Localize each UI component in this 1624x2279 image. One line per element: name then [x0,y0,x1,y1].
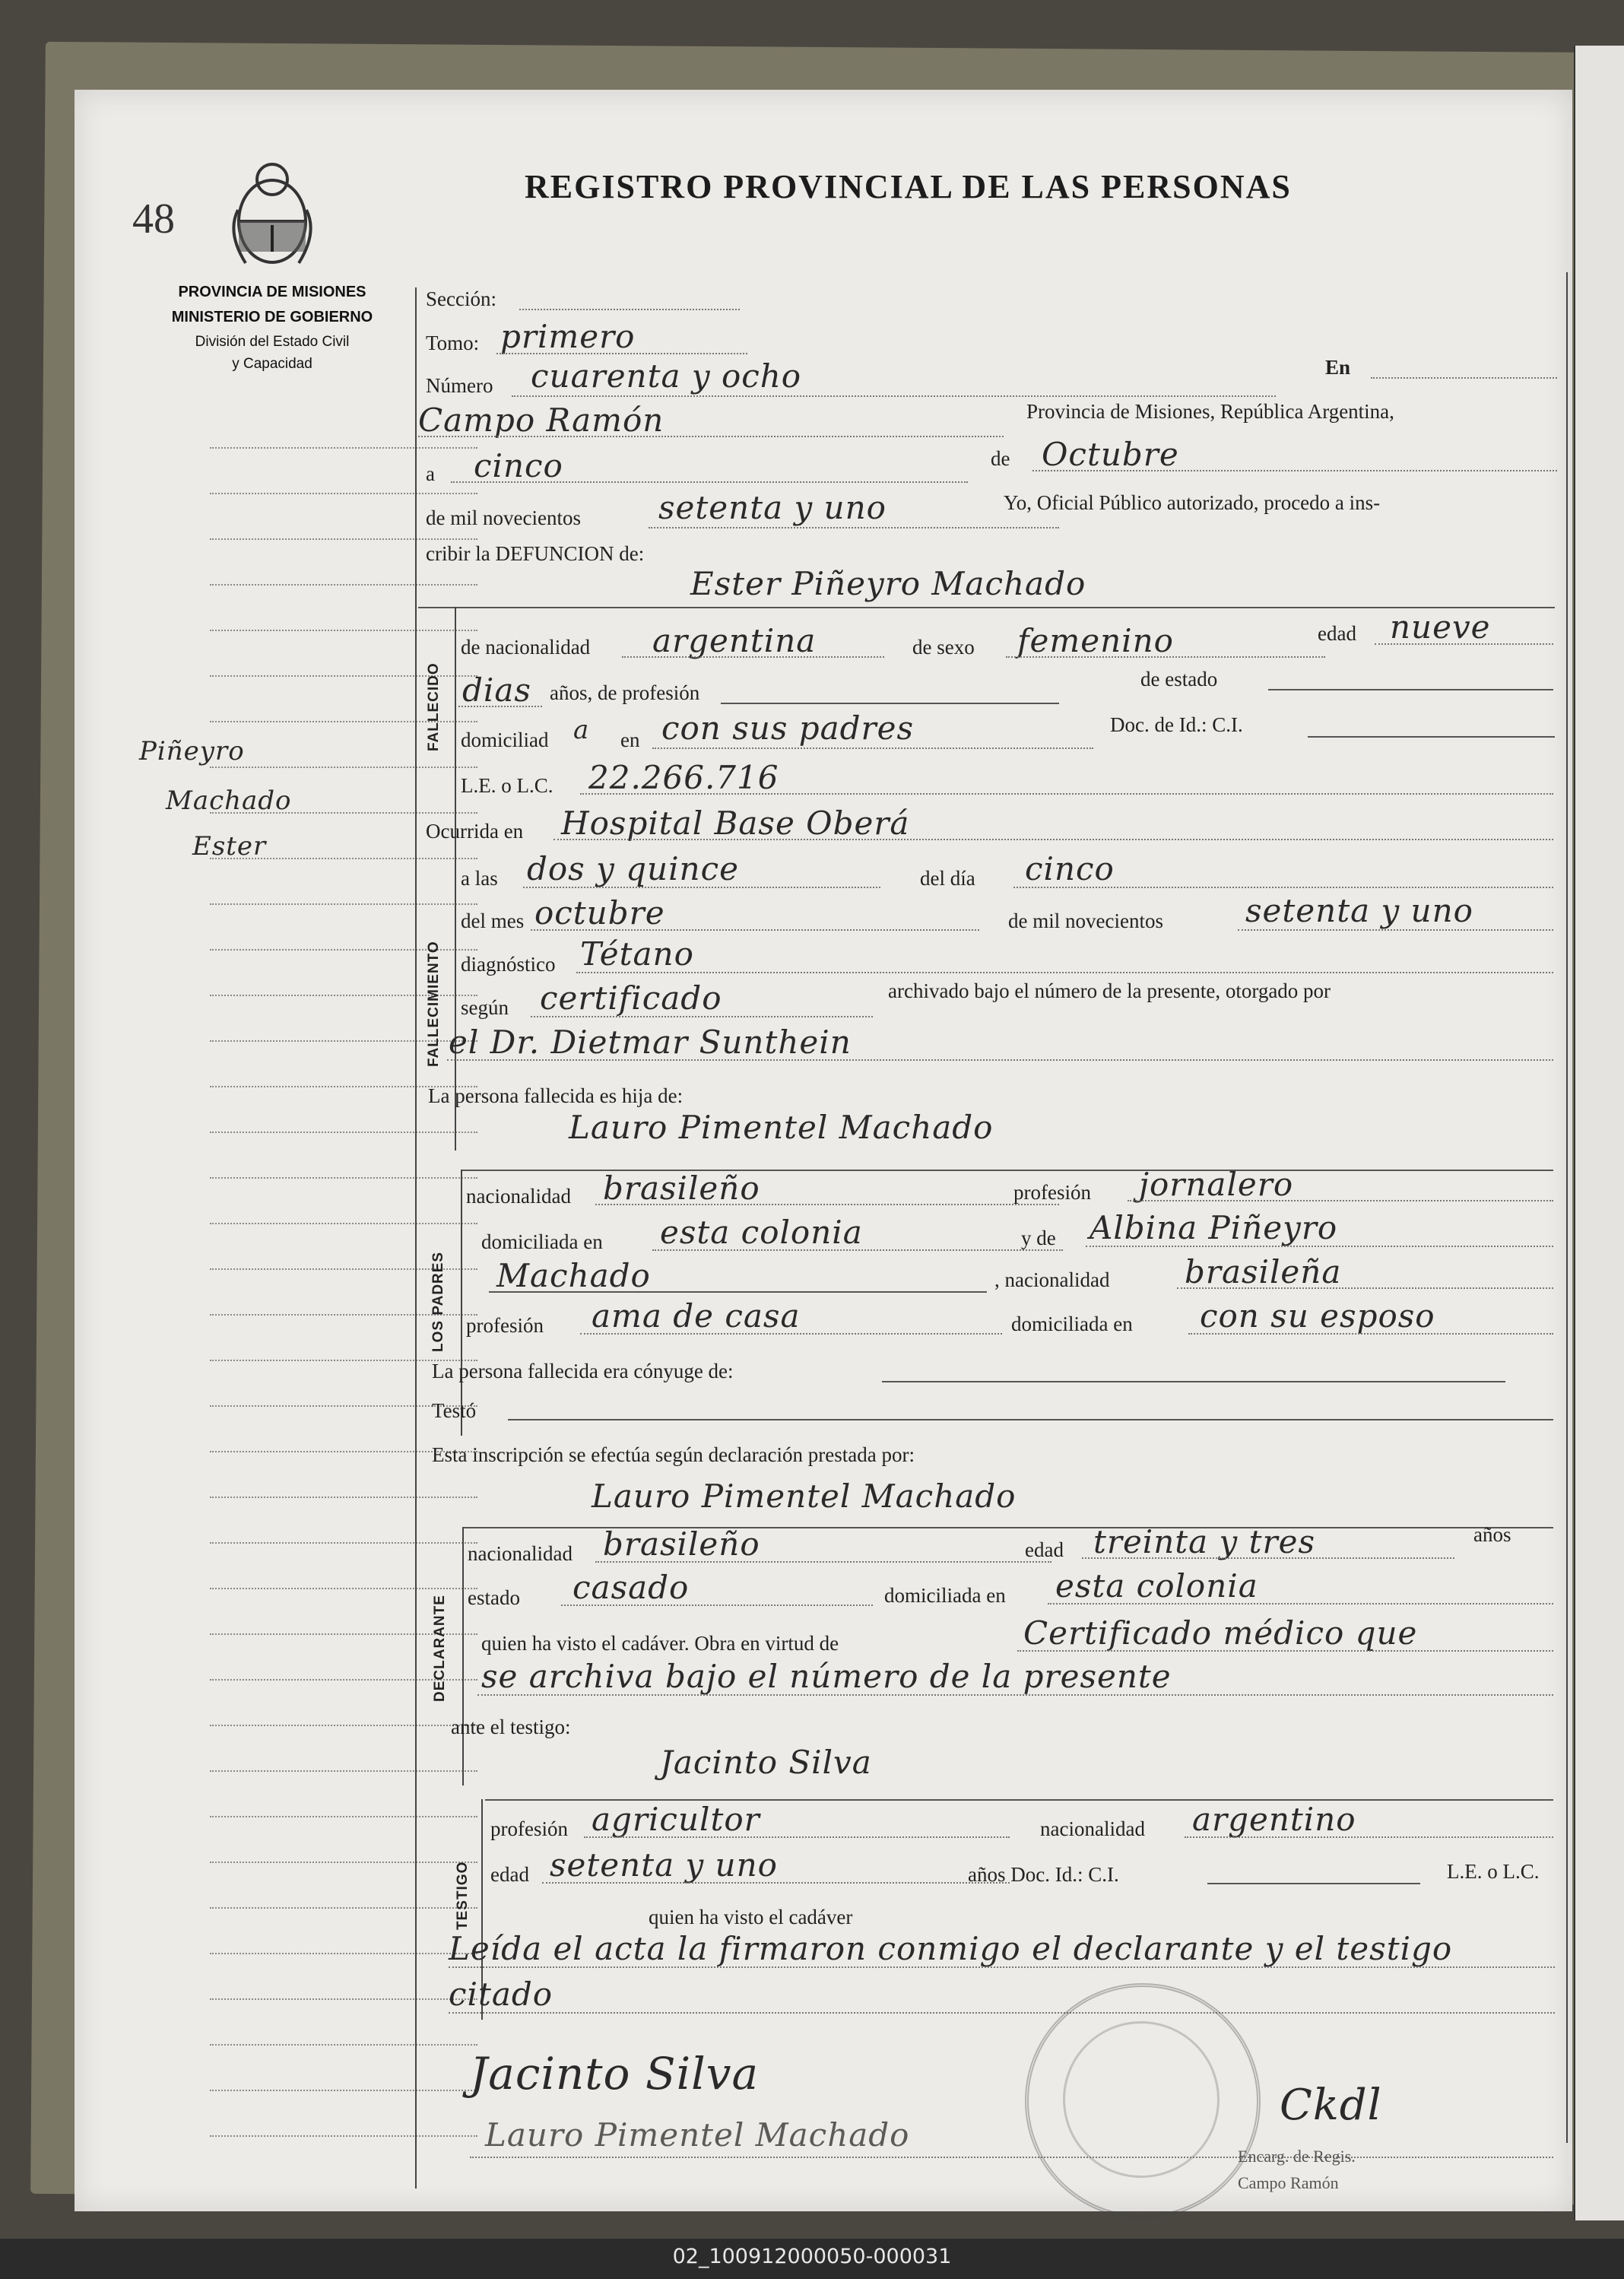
declarante-nacionalidad: brasileño [603,1525,760,1563]
fallecimiento-anio-label: de mil novecientos [1008,909,1163,932]
firma-testigo: Jacinto Silva [470,2048,760,2100]
declarante-obra: Certificado médico que [1023,1614,1418,1652]
otros-conyuge-label: La persona fallecida era cónyuge de: [432,1360,734,1382]
declarante-domicilio: esta colonia [1055,1567,1258,1605]
de-label: de [991,447,1010,470]
fallecimiento-diagnostico-label: diagnóstico [461,953,556,976]
official-seal-inner [1063,2021,1220,2178]
testigo-profesion-label: profesión [490,1817,568,1840]
provincia-text: Provincia de Misiones, República Argentina, [1026,400,1394,423]
issuer-ministry: MINISTERIO DE GOBIERNO [171,309,373,325]
fallecido-domicilio-label: domiciliad [461,728,549,751]
padres-inner-rule [461,1170,462,1436]
padres-padre-domicilio: esta colonia [660,1214,863,1251]
padres-padre-domicilio-line [652,1249,1063,1251]
cierre-texto2-line [449,2012,1555,2014]
dia-value: cinco [474,447,563,484]
fallecido-top-rule [418,607,1555,608]
fallecimiento-diagnostico: Tétano [580,935,694,973]
fallecimiento-anio: setenta y uno [1245,892,1473,929]
padres-madre-domicilio-label: domiciliada en [1011,1312,1133,1335]
mes-line [1032,470,1557,471]
numero-line [512,395,1276,397]
padres-section-label: LOS PADRES [430,1251,446,1352]
fallecido-nacionalidad-label: de nacionalidad [461,636,591,659]
testigo-edad-line [542,1882,1010,1884]
register-page [75,90,1572,2211]
issuer-division: División del Estado Civil [195,334,350,350]
fallecimiento-hora-label: a las [461,867,498,890]
padres-madre-b-line [489,1291,987,1293]
fallecido-le-line [580,793,1553,795]
fallecido-edad-unidad-line [458,706,542,707]
fallecido-edad-line [1375,643,1553,645]
fallecido-edad-unidad: dias [462,671,531,709]
padres-madre-profesion-line [580,1333,1002,1335]
testigo-visto-text: quien ha visto el cadáver [649,1906,853,1928]
margin-note-surname1: Piñeyro [139,736,245,767]
padres-madre-a: Albina Piñeyro [1090,1209,1338,1246]
issuer-capacity: y Capacidad [232,356,312,372]
padres-profesion-label: profesión [1013,1181,1091,1204]
cierre-texto2: citado [449,1976,553,2013]
fallecido-sexo-line [1006,656,1325,658]
fallecimiento-mes-line [531,929,979,931]
fallecido-profesion-line [721,703,1059,704]
declarante-edad-line [1082,1557,1454,1559]
fallecido-le-label: L.E. o L.C. [461,774,553,797]
padres-hija-label: La persona fallecida es hija de: [428,1084,684,1107]
otros-testo-line [508,1419,1553,1420]
padres-madre-nacionalidad: brasileña [1185,1253,1342,1290]
fallecido-en-label: en [620,728,640,751]
padres-padre-profesion-line [1128,1200,1553,1201]
tomo-label: Tomo: [426,332,480,354]
testigo-nacionalidad: argentino [1192,1801,1356,1838]
fallecimiento-lugar-line [553,839,1553,840]
fallecido-doc-line [1308,736,1555,738]
declarante-domicilio-label: domiciliada en [884,1584,1006,1607]
lugar-line [418,436,1004,437]
otros-conyuge-line [882,1381,1505,1382]
testigo-nombre: Jacinto Silva [660,1744,872,1781]
padres-madre-b: Machado [496,1257,651,1294]
padres-padre-nacionalidad: brasileño [603,1170,760,1207]
fallecido-estado-line [1268,689,1553,690]
padres-madre-domicilio-line [1188,1333,1553,1335]
fallecido-le-value: 22.266.716 [588,759,779,796]
fallecimiento-medico-line [447,1059,1553,1061]
margin-note-surname2: Machado [166,786,292,816]
padres-y-de-label: y de [1021,1227,1056,1249]
fallecimiento-anio-line [1238,929,1553,931]
declarante-edad: treinta y tres [1093,1523,1316,1560]
coat-of-arms-icon [223,149,322,278]
fallecimiento-mes: octubre [534,894,665,932]
fallecimiento-hora: dos y quince [527,850,739,887]
testigo-le-label: L.E. o L.C. [1447,1860,1540,1883]
form-left-rule [415,287,417,2189]
padres-madre-nacionalidad-label: , nacionalidad [994,1268,1110,1291]
fallecimiento-lugar: Hospital Base Oberá [561,805,910,842]
declarante-inner-rule [462,1527,464,1785]
fallecimiento-dia: cinco [1025,850,1115,887]
declarante-obra2-line [477,1694,1553,1696]
fallecimiento-section-label: FALLECIMIENTO [426,941,442,1067]
tomo-line [496,353,747,354]
fallecido-estado-label: de estado [1140,668,1218,690]
padres-madre-domicilio: con su esposo [1200,1297,1435,1335]
en-label: En [1325,356,1351,379]
declarante-obra-line [1017,1650,1553,1652]
fallecimiento-segun-line [531,1016,873,1017]
declarante-obra2: se archiva bajo el número de la presente [481,1658,1172,1695]
form-right-rule [1566,272,1568,2143]
declarante-nacionalidad-label: nacionalidad [468,1542,573,1565]
fallecimiento-hora-line [523,887,880,888]
padres-madre-profesion-label: profesión [466,1314,544,1337]
fallecido-domicilio-line [652,747,1093,749]
a-label: a [426,462,435,485]
fallecido-sexo: femenino [1017,622,1174,659]
declarante-anios-label: años [1473,1523,1511,1546]
numero-label: Número [426,374,493,397]
fallecido-doc-label: Doc. de Id.: C.I. [1110,713,1243,736]
numero-value: cuarenta y ocho [531,357,802,395]
adjacent-page-edge [1574,46,1624,2220]
page-number: 48 [132,195,175,243]
padres-madre-nacionalidad-line [1177,1287,1553,1289]
lugar-value: Campo Ramón [418,402,665,439]
fallecimiento-dia-label: del día [920,867,975,890]
page-title: REGISTRO PROVINCIAL DE LAS PERSONAS [525,168,1292,205]
otros-declaracion-label: Esta inscripción se efectúa según declaración prestada por: [432,1443,915,1466]
firma-line [470,2157,1553,2158]
testigo-edad: setenta y uno [550,1846,778,1884]
sello-lugar: Campo Ramón [1238,2173,1339,2192]
inscribir-text: cribir la DEFUNCION de: [426,542,645,565]
fallecimiento-mes-label: del mes [461,909,525,932]
testigo-edad-label: edad [490,1863,529,1886]
fallecimiento-medico: el Dr. Dietmar Sunthein [449,1024,852,1061]
fallecido-nombre: Ester Piñeyro Machado [690,565,1086,602]
fallecido-edad: nueve [1390,608,1491,646]
tomo-value: primero [500,318,636,355]
fallecido-nacionalidad: argentina [652,622,817,659]
margin-note-name: Ester [192,831,267,862]
declarante-estado: casado [573,1569,690,1606]
padres-padre-profesion: jornalero [1139,1166,1294,1203]
declarante-nacionalidad-line [595,1561,1051,1563]
padres-madre-a-line [1086,1246,1553,1247]
fallecido-domicilio: con sus padres [661,709,915,747]
fallecimiento-diagnostico-line [576,972,1553,973]
testigo-ante-label: ante el testigo: [451,1716,571,1738]
declarante-visto-text: quien ha visto el cadáver. Obra en virtud de [481,1632,839,1655]
fallecimiento-archivado-text: archivado bajo el número de la presente, otorgado por [888,979,1331,1002]
fallecimiento-segun-label: según [461,996,509,1019]
fallecido-edad-label: edad [1318,622,1356,645]
testigo-nacionalidad-line [1185,1836,1553,1838]
padres-padre: Lauro Pimentel Machado [569,1109,994,1146]
fallecido-domicilio-suffix: a [573,715,590,745]
fallecido-section-label: FALLECIDO [426,662,442,751]
cierre-texto: Leída el acta la firmaron conmigo el declarante y el testigo [449,1930,1453,1967]
fallecimiento-ocurrida-label: Ocurrida en [426,820,524,843]
anio-value: setenta y uno [658,489,887,526]
seccion-label: Sección: [426,287,496,310]
issuer-province: PROVINCIA DE MISIONES [178,284,366,300]
mes-value: Octubre [1042,436,1179,473]
declarante-section-label: DECLARANTE [432,1595,448,1702]
padres-padre-nacionalidad-line [595,1204,1059,1205]
fallecimiento-dia-line [1013,887,1553,888]
testigo-profesion: agricultor [592,1801,760,1838]
declarante-nombre: Lauro Pimentel Machado [592,1478,1017,1515]
testigo-section-label: TESTIGO [455,1861,471,1930]
mil-label: de mil novecientos [426,506,581,529]
testigo-doc-line [1207,1883,1420,1884]
dia-line [451,481,968,483]
image-id-caption: 02_100912000050-000031 [672,2245,952,2268]
fallecido-sexo-label: de sexo [912,636,975,659]
fallecido-profesion-label: años, de profesión [550,681,700,704]
cierre-texto-line [449,1966,1555,1968]
testigo-profesion-line [584,1836,1010,1838]
anio-line [649,527,1059,528]
declarante-estado-label: estado [468,1586,520,1609]
declarante-domicilio-line [1048,1603,1553,1605]
firma-oficial: Ckdl [1280,2081,1382,2130]
oficial-text: Yo, Oficial Público autorizado, procedo a ins- [1004,491,1381,514]
padres-domicilio-label: domiciliada en [481,1230,603,1253]
otros-testo-label: Testó [432,1399,477,1422]
fallecimiento-segun: certificado [540,979,722,1017]
declarante-estado-line [561,1605,873,1606]
fallecido-nacionalidad-line [622,656,884,658]
en-line [1371,377,1557,379]
padres-madre-profesion: ama de casa [592,1297,801,1335]
testigo-nacionalidad-label: nacionalidad [1040,1817,1145,1840]
firma-declarante: Lauro Pimentel Machado [485,2116,910,2154]
padres-nacionalidad-label: nacionalidad [466,1185,571,1208]
testigo-doc-label: años Doc. Id.: C.I. [968,1863,1119,1886]
declarante-edad-label: edad [1025,1538,1064,1561]
seccion-line [519,309,740,310]
sello-cargo: Encarg. de Regis. [1238,2147,1356,2166]
